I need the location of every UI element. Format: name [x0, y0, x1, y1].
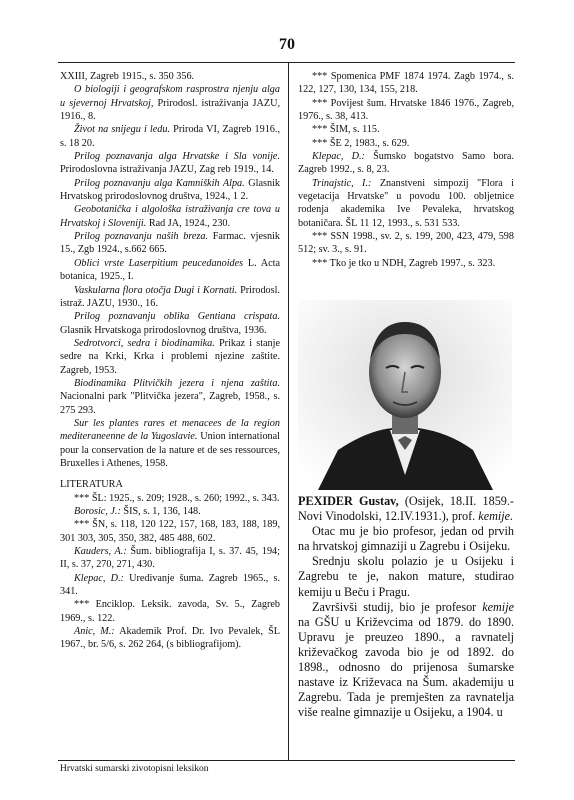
- literature-entry: Anic, M.: Akademik Prof. Dr. Ivo Pevalek, ŠL 1967., br. 5/6, s. 262 264, (s bibliografijom).: [60, 626, 280, 651]
- work-entry: Prilog poznavanju oblika Gentiana crispata. Glasnik Hrvatskoga prirodoslovnog društva, 1936.: [60, 311, 280, 336]
- work-entry: Prilog poznavanju alga Kamniških Alpa. Glasnik Hrvatskog prirodoslovnog društva, 1924., 1 2.: [60, 177, 280, 203]
- literature-list-right: [298, 70, 514, 270]
- literature-list-left: [60, 492, 280, 652]
- literature-entry: *** Tko je tko u NDH, Zagreb 1997., s. 323.: [312, 257, 496, 269]
- work-entry: Geobotanička i algološka istraživanja cre tova u Hrvatskoj i Sloveniji. Rad JA, 1924., 230.: [60, 204, 280, 229]
- page-number: 70: [279, 36, 295, 53]
- bio-paragraph: Srednju skolu polazio je u Osijeku i Zagrebu te je, nakon mature, studirao kemiju u Beču i Pragu.: [298, 554, 514, 599]
- work-entry: Biodinamika Plitvičkih jezera i njena zaštita. Nacionalni park "Plitvička jezera", Zagreb, 1958., s. 275 293.: [60, 377, 280, 416]
- bio-profession: kemije.: [478, 509, 514, 524]
- bio-name: PEXIDER Gustav,: [298, 494, 399, 508]
- literature-entry: *** ŠN, s. 118, 120 122, 157, 168, 183, 188, 189, 301 303, 305, 350, 382, 485 488, 602.: [60, 519, 280, 544]
- work-entry: XXIII, Zagreb 1915., s. 350 356.: [60, 71, 195, 82]
- portrait-photo: [298, 300, 512, 490]
- literature-entry: Klepac, D.: Šumsko bogatstvo Samo bora. Zagreb 1992., s. 8, 23.: [298, 151, 514, 176]
- work-entry: Oblici vrste Laserpitium peucedanoides L. Acta botanica, 1925., I.: [60, 257, 280, 283]
- column-divider: [288, 62, 289, 760]
- footer-title: Hrvatski sumarski zivotopisni leksikon: [60, 764, 209, 774]
- bio-intro: [298, 494, 514, 524]
- right-column: [298, 70, 514, 270]
- literature-entry: *** ŠIM, s. 115.: [312, 124, 380, 136]
- literature-entry: Trinajstic, I.: Znanstveni simpozij "Flora i vegetacija Hrvatske" u povodu 100. obljetnice rodenja akademika Ive Pevaleka, hrvatskog botaničara. ŠL 11 12, 1993., s. 531 533.: [298, 177, 514, 229]
- work-entry: Prilog poznavanja alga Hrvatske i Sla vonije. Prirodoslovna istraživanja JAZU, Zag reb 1919., 14.: [60, 151, 280, 176]
- top-rule: [58, 62, 515, 63]
- bio-paragraph: Otac mu je bio profesor, jedan od prvih na hrvatskoj gimnaziji u Zagrebu i Osijeku.: [298, 524, 514, 554]
- work-entry: Sur les plantes rares et menacees de la region mediteraneenne de la Yugoslavie. Union international pour la conservation de la nature et de ses ressources, Bruxelles i Athenes, 1958.: [60, 417, 280, 469]
- work-entry: O biologiji i geografskom rasprostra njenju alga u sjevernoj Hrvatskoj, Prirodosl. istraživanja JAZU, 1916., 8.: [60, 84, 280, 123]
- bio-paragraph: Završivši studij, bio je profesor kemije na GŠU u Križevcima od 1879. do 1890. Upravu je preuzeo 1890., a ravnatelj križevačkog zavoda bio je od 1892. do 1898., odnosno do prijenosa šumarske nastave iz Križevaca na Šum. akademiju u Zagrebu. Tada je premješten za ravnatelja više realne gimnazije u Osijeku, a 1904. u: [298, 599, 514, 720]
- literature-entry: *** SSN 1998., sv. 2, s. 199, 200, 423, 479, 598 512; sv. 3., s. 91.: [298, 231, 514, 256]
- literature-entry: *** ŠL: 1925., s. 209; 1928., s. 260; 1992., s. 343.: [74, 492, 280, 504]
- literature-entry: *** Povijest šum. Hrvatske 1846 1976., Zagreb, 1976., s. 38, 413.: [298, 97, 514, 123]
- literature-heading: LITERATURA: [60, 479, 123, 491]
- literature-entry: *** ŠE 2, 1983., s. 629.: [312, 137, 410, 149]
- literature-entry: *** Enciklop. Leksik. zavoda, Sv. 5., Zagreb 1969., s. 122.: [60, 599, 280, 624]
- work-entry: Život na snijegu i ledu. Priroda VI, Zagreb 1916., s. 18 20.: [60, 124, 280, 149]
- bio-dates: (Osijek, 18.II. 1859.- Novi Vinodolski, 12.IV.1931.), prof.: [298, 494, 514, 524]
- work-entry: Vaskularna flora otočja Dugi i Kornati. Prirodosl. istraž. JAZU, 1930., 16.: [60, 284, 280, 309]
- literature-entry: Klepac, D.: Uredivanje šuma. Zagreb 1965., s. 341.: [60, 572, 281, 598]
- works-list: [60, 70, 280, 470]
- literature-entry: Kauders, A.: Šum. bibliografija I, s. 37. 45, 194; II, s. 37, 270, 271, 430.: [60, 546, 280, 571]
- bottom-rule: [58, 760, 515, 761]
- literature-entry: Borosic, J.: ŠIS, s. 1, 136, 148.: [74, 506, 201, 517]
- biography-entry: [298, 494, 514, 720]
- literature-entry: *** Spomenica PMF 1874 1974. Zagb 1974., s. 122, 127, 130, 134, 155, 218.: [298, 71, 514, 96]
- work-entry: Sedrotvorci, sedra i biodinamika. Prikaz i stanje sedre na Krki, Krka i problemi njezine zaštite. Zagreb, 1953.: [60, 337, 280, 376]
- left-column: [60, 70, 280, 652]
- work-entry: Prilog poznavanju naših breza. Farmac. vjesnik 15., Zgb 1924., s.662 665.: [60, 231, 280, 256]
